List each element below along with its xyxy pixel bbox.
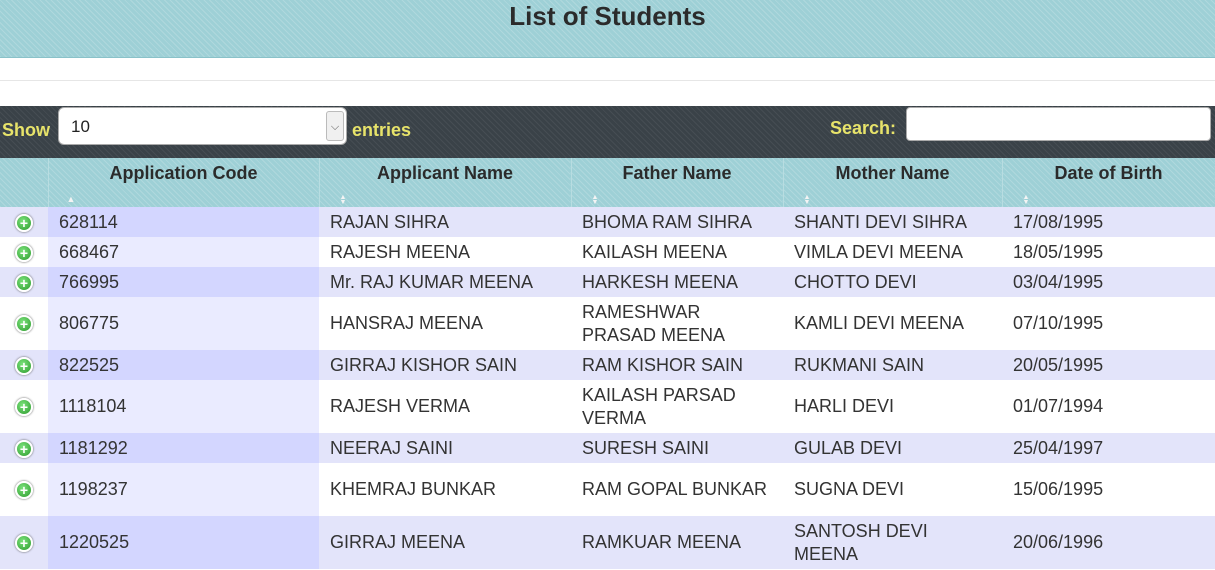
page-size-select[interactable] bbox=[58, 107, 347, 145]
students-table bbox=[0, 158, 1215, 569]
sort-both-icon[interactable]: ▲▼ bbox=[803, 194, 811, 204]
cell-father: SURESH SAINI bbox=[571, 433, 783, 463]
expand-cell[interactable] bbox=[0, 297, 48, 350]
cell-applicant: RAJAN SIHRA bbox=[319, 207, 571, 237]
table-row[interactable] bbox=[0, 207, 1215, 237]
cell-mother: KAMLI DEVI MEENA bbox=[783, 297, 1002, 350]
cell-father: RAM GOPAL BUNKAR bbox=[571, 463, 783, 516]
cell-code: 822525 bbox=[48, 350, 319, 380]
cell-applicant: RAJESH VERMA bbox=[319, 380, 571, 433]
divider bbox=[0, 80, 1215, 81]
students-table-wrap bbox=[0, 158, 1215, 569]
table-header bbox=[0, 158, 1215, 207]
cell-mother: HARLI DEVI bbox=[783, 380, 1002, 433]
sort-ascending-icon[interactable]: ▲ bbox=[66, 194, 76, 204]
cell-applicant: GIRRAJ KISHOR SAIN bbox=[319, 350, 571, 380]
cell-code: 668467 bbox=[48, 237, 319, 267]
cell-code: 1198237 bbox=[48, 463, 319, 516]
cell-mother: SHANTI DEVI SIHRA bbox=[783, 207, 1002, 237]
table-controls bbox=[0, 106, 1215, 158]
sort-both-icon[interactable]: ▲▼ bbox=[339, 194, 347, 204]
cell-dob: 17/08/1995 bbox=[1002, 207, 1215, 237]
cell-code: 628114 bbox=[48, 207, 319, 237]
table-row[interactable] bbox=[0, 350, 1215, 380]
table-row[interactable] bbox=[0, 267, 1215, 297]
header-control bbox=[0, 158, 48, 207]
expand-cell[interactable] bbox=[0, 516, 48, 569]
cell-applicant: RAJESH MEENA bbox=[319, 237, 571, 267]
cell-mother: VIMLA DEVI MEENA bbox=[783, 237, 1002, 267]
cell-applicant: Mr. RAJ KUMAR MEENA bbox=[319, 267, 571, 297]
cell-father: HARKESH MEENA bbox=[571, 267, 783, 297]
expand-cell[interactable] bbox=[0, 433, 48, 463]
cell-father: RAMESHWAR PRASAD MEENA bbox=[571, 297, 783, 350]
page-title: List of Students bbox=[509, 1, 706, 31]
cell-father: KAILASH PARSAD VERMA bbox=[571, 380, 783, 433]
expand-cell[interactable] bbox=[0, 207, 48, 237]
cell-mother: CHOTTO DEVI bbox=[783, 267, 1002, 297]
column-header-father-name[interactable] bbox=[571, 158, 783, 207]
cell-dob: 25/04/1997 bbox=[1002, 433, 1215, 463]
show-label: Show bbox=[2, 120, 50, 140]
table-row[interactable] bbox=[0, 516, 1215, 569]
column-header-label: Mother Name bbox=[835, 163, 950, 183]
table-row[interactable] bbox=[0, 380, 1215, 433]
column-header-application-code[interactable] bbox=[48, 158, 319, 207]
table-row[interactable] bbox=[0, 297, 1215, 350]
cell-mother: RUKMANI SAIN bbox=[783, 350, 1002, 380]
cell-father: BHOMA RAM SIHRA bbox=[571, 207, 783, 237]
cell-dob: 07/10/1995 bbox=[1002, 297, 1215, 350]
plus-circle-icon[interactable]: + bbox=[15, 534, 33, 552]
table-row[interactable] bbox=[0, 433, 1215, 463]
sort-both-icon[interactable]: ▲▼ bbox=[1022, 194, 1030, 204]
column-header-label: Date of Birth bbox=[1054, 163, 1163, 183]
cell-dob: 18/05/1995 bbox=[1002, 237, 1215, 267]
cell-code: 1181292 bbox=[48, 433, 319, 463]
column-header-label: Father Name bbox=[622, 163, 732, 183]
cell-dob: 20/05/1995 bbox=[1002, 350, 1215, 380]
page-size-value: 10 bbox=[71, 117, 90, 136]
plus-circle-icon[interactable]: + bbox=[15, 398, 33, 416]
cell-mother: SANTOSH DEVI MEENA bbox=[783, 516, 1002, 569]
column-header-date-of-birth[interactable] bbox=[1002, 158, 1215, 207]
cell-mother: SUGNA DEVI bbox=[783, 463, 1002, 516]
plus-circle-icon[interactable]: + bbox=[15, 357, 33, 375]
header-row bbox=[0, 158, 1215, 207]
column-header-mother-name[interactable] bbox=[783, 158, 1002, 207]
cell-father: RAM KISHOR SAIN bbox=[571, 350, 783, 380]
cell-applicant: NEERAJ SAINI bbox=[319, 433, 571, 463]
plus-circle-icon[interactable]: + bbox=[15, 315, 33, 333]
expand-cell[interactable] bbox=[0, 237, 48, 267]
plus-circle-icon[interactable]: + bbox=[15, 244, 33, 262]
cell-code: 766995 bbox=[48, 267, 319, 297]
cell-mother: GULAB DEVI bbox=[783, 433, 1002, 463]
expand-cell[interactable] bbox=[0, 350, 48, 380]
column-header-label: Application Code bbox=[109, 163, 258, 183]
table-row[interactable] bbox=[0, 463, 1215, 516]
search-label: Search: bbox=[830, 118, 897, 138]
expand-cell[interactable] bbox=[0, 463, 48, 516]
plus-circle-icon[interactable]: + bbox=[15, 440, 33, 458]
table-row[interactable] bbox=[0, 237, 1215, 267]
column-header-label: Applicant Name bbox=[376, 163, 514, 183]
cell-code: 1220525 bbox=[48, 516, 319, 569]
plus-circle-icon[interactable]: + bbox=[15, 481, 33, 499]
cell-code: 1118104 bbox=[48, 380, 319, 433]
entries-label: entries bbox=[352, 120, 412, 140]
column-header-applicant-name[interactable] bbox=[319, 158, 571, 207]
cell-applicant: HANSRAJ MEENA bbox=[319, 297, 571, 350]
cell-father: KAILASH MEENA bbox=[571, 237, 783, 267]
expand-cell[interactable] bbox=[0, 380, 48, 433]
chevron-down-icon[interactable]: ⌵ bbox=[326, 111, 344, 141]
title-band bbox=[0, 0, 1215, 58]
cell-dob: 01/07/1994 bbox=[1002, 380, 1215, 433]
cell-dob: 15/06/1995 bbox=[1002, 463, 1215, 516]
cell-applicant: GIRRAJ MEENA bbox=[319, 516, 571, 569]
plus-circle-icon[interactable]: + bbox=[15, 214, 33, 232]
cell-code: 806775 bbox=[48, 297, 319, 350]
cell-dob: 03/04/1995 bbox=[1002, 267, 1215, 297]
search-input[interactable] bbox=[906, 107, 1211, 141]
cell-father: RAMKUAR MEENA bbox=[571, 516, 783, 569]
cell-applicant: KHEMRAJ BUNKAR bbox=[319, 463, 571, 516]
expand-cell[interactable] bbox=[0, 267, 48, 297]
table-body bbox=[0, 207, 1215, 569]
cell-dob: 20/06/1996 bbox=[1002, 516, 1215, 569]
plus-circle-icon[interactable]: + bbox=[15, 274, 33, 292]
sort-both-icon[interactable]: ▲▼ bbox=[591, 194, 599, 204]
